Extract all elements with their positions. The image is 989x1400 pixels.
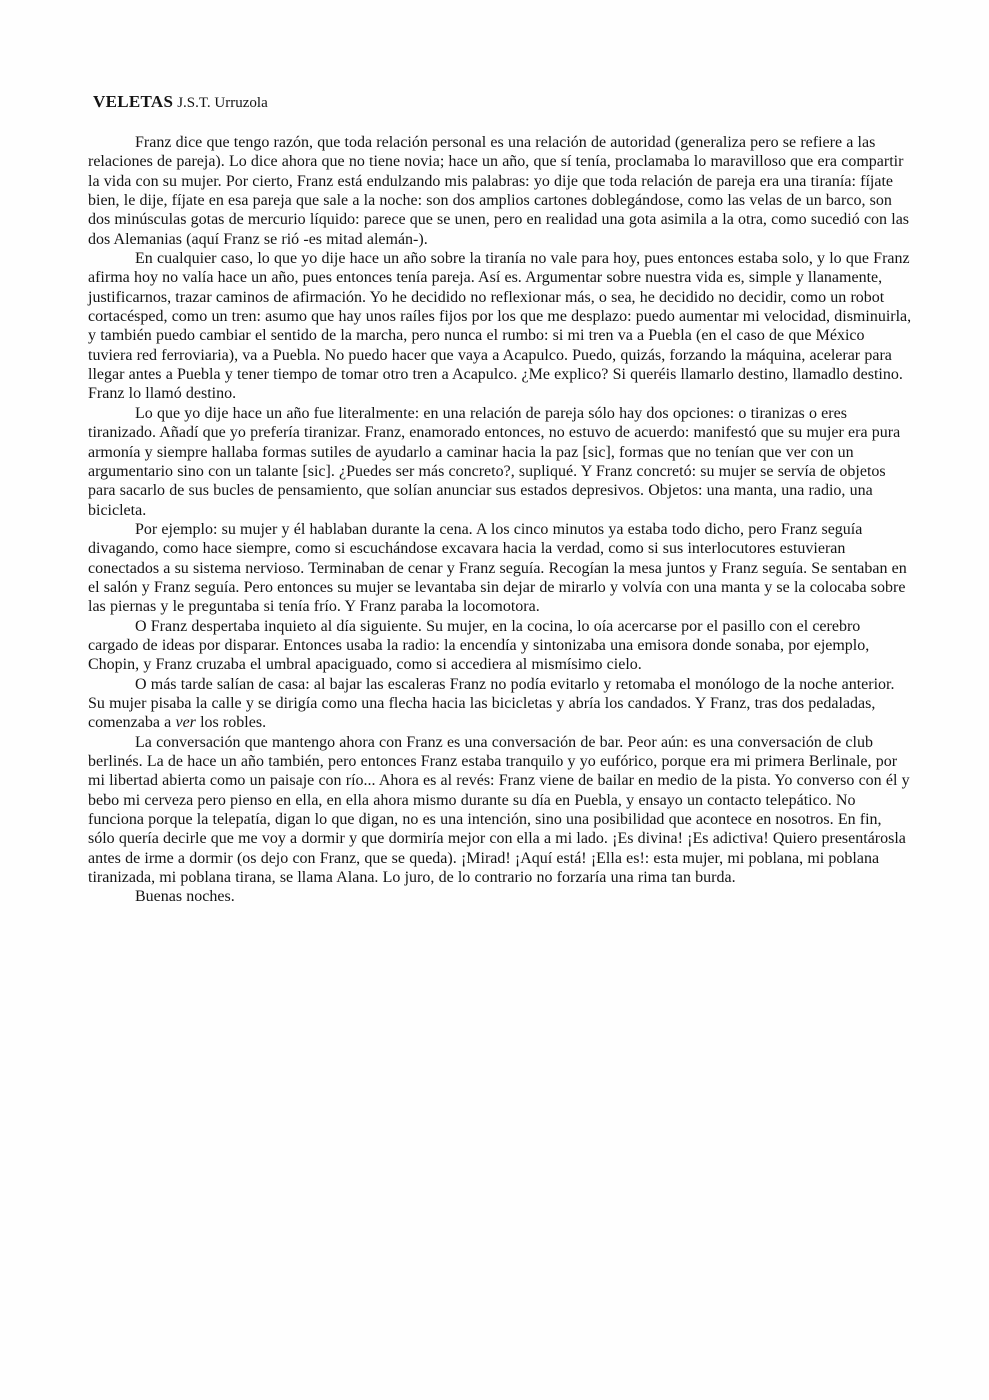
paragraph-6-italic-word: ver	[175, 714, 196, 732]
paragraph-4: Por ejemplo: su mujer y él hablaban durante la cena. A los cinco minutos ya estaba todo dicho, pero Franz seguía divagando, como hace siempre, como si escuchándose excavara hacia la verdad, como si sus interlocutores estuvieran conectados a su sistema nervioso. Terminaban de cenar y Franz seguía. Recogían la mesa juntos y Franz seguía. Se sentaban en el salón y Franz seguía. Pero entonces su mujer se levantaba sin dejar de mirarlo y volvía con una manta y se la colocaba sobre las piernas y le preguntaba si tenía frío. Y Franz paraba la locomotora.	[88, 520, 907, 616]
paragraph-3: Lo que yo dije hace un año fue literalmente: en una relación de pareja sólo hay dos opciones: o tiranizas o eres tiranizado. Añadí que yo prefería tiranizar. Franz, enamorado entonces, no estuvo de acuerdo: manifestó que su mujer era pura armonía y siempre hallaba formas sutiles de ayudarlo a caminar hacia la paz [sic], formas que no tenían que ver con un argumentario sino con un talante [sic]. ¿Puedes ser más concreto?, supliqué. Y Franz concretó: su mujer se servía de objetos para sacarlo de sus bucles de pensamiento, que solían anunciar sus estados depresivos. Objetos: una manta, una radio, una bicicleta.	[88, 404, 901, 519]
document-header	[93, 92, 912, 113]
document-author: J.S.T. Urruzola	[177, 95, 268, 111]
document-content	[88, 92, 912, 907]
paragraph-2: En cualquier caso, lo que yo dije hace un año sobre la tiranía no vale para hoy, pues entonces estaba solo, y lo que Franz afirma hoy no valía hace un año, pues entonces tenía pareja. Así es. Argumentar sobre nuestra vida es, simple y llanamente, justificarnos, trazar caminos de afirmación. Yo he decidido no reflexionar más, o sea, he decidido no decidir, como un robot cortacésped, como un tren: asumo que hay unos raíles fijos por los que me desplazo: puedo aumentar mi velocidad, disminuirla, y también puedo cambiar el sentido de la marcha, pero nunca el rumbo: si mi tren va a Puebla (en el caso de que México tuviera red ferroviaria), va a Puebla. No puedo hacer que vaya a Acapulco. Puedo, quizás, forzando la máquina, acelerar para llegar antes a Puebla y tener tiempo de tomar otro tren a Acapulco. ¿Me explico? Si queréis llamarlo destino, llamadlo destino. Franz lo llamó destino.	[88, 250, 912, 403]
closing-line: Buenas noches.	[135, 888, 235, 906]
paragraph-7: La conversación que mantengo ahora con Franz es una conversación de bar. Peor aún: es una conversación de club berlinés. La de hace un año también, pero entonces Franz estaba tranquilo y yo eufórico, porque era mi primera Berlinale, por mi libertad abierta como un paisaje con río... Ahora es al revés: Franz viene de bailar en medio de la pista. Yo converso con él y bebo mi cerveza pero pienso en ella, en ella ahora mismo durante su día en Puebla, y ensayo un contacto telepático. No funciona porque la telepatía, digan lo que digan, no es una intención, sino una posibilidad que acontece en nosotros. En fin, sólo quería decirle que me voy a dormir y que dormiría mejor con ella a mi lado. ¡Es divina! ¡Es adictiva! Quiero presentárosla antes de irme a dormir (os dejo con Franz, que se queda). ¡Mirad! ¡Aquí está! ¡Ella es!: esta mujer, mi poblana, mi poblana tiranizada, mi poblana tirana, se llama Alana. Lo juro, de lo contrario no forzaría una rima tan burda.	[88, 733, 910, 887]
paragraph-6	[88, 675, 912, 733]
document-title: VELETAS	[93, 92, 174, 111]
paragraph-1: Franz dice que tengo razón, que toda relación personal es una relación de autoridad (generaliza pero se refiere a las relaciones de pareja). Lo dice ahora que no tiene novia; hace un año, que sí tenía, proclamaba lo maravilloso que era compartir la vida con su mujer. Por cierto, Franz está endulzando mis palabras: yo dije que toda relación de pareja era una tiranía: fíjate bien, le dije, fíjate en esa pareja que sale a la noche: son dos amplios cartones doblegándose, como las velas de un barco, son dos minúsculas gotas de mercurio líquido: parece que se unen, pero en realidad una gota asimila a la otra, como sucedió con las dos Alemanias (aquí Franz se rió -es mitad alemán-).	[88, 134, 910, 248]
paragraph-6-text-post: los robles.	[195, 714, 267, 732]
paragraph-5: O Franz despertaba inquieto al día siguiente. Su mujer, en la cocina, lo oía acercarse por el pasillo con el cerebro cargado de ideas por disparar. Entonces usaba la radio: la encendía y sintonizaba una emisora donde sonaba, por ejemplo, Chopin, y Franz cruzaba el umbral apaciguado, como si accediera al mismísimo cielo.	[88, 617, 870, 674]
paragraph-6-text-pre: O más tarde salían de casa: al bajar las escaleras Franz no podía evitarlo y retomaba el monólogo de la noche anterior. Su mujer pisaba la calle y se dirigía como una flecha hacia las bicicletas y abría los candados. Y Franz, tras dos pedaladas, comenzaba a	[88, 675, 895, 732]
